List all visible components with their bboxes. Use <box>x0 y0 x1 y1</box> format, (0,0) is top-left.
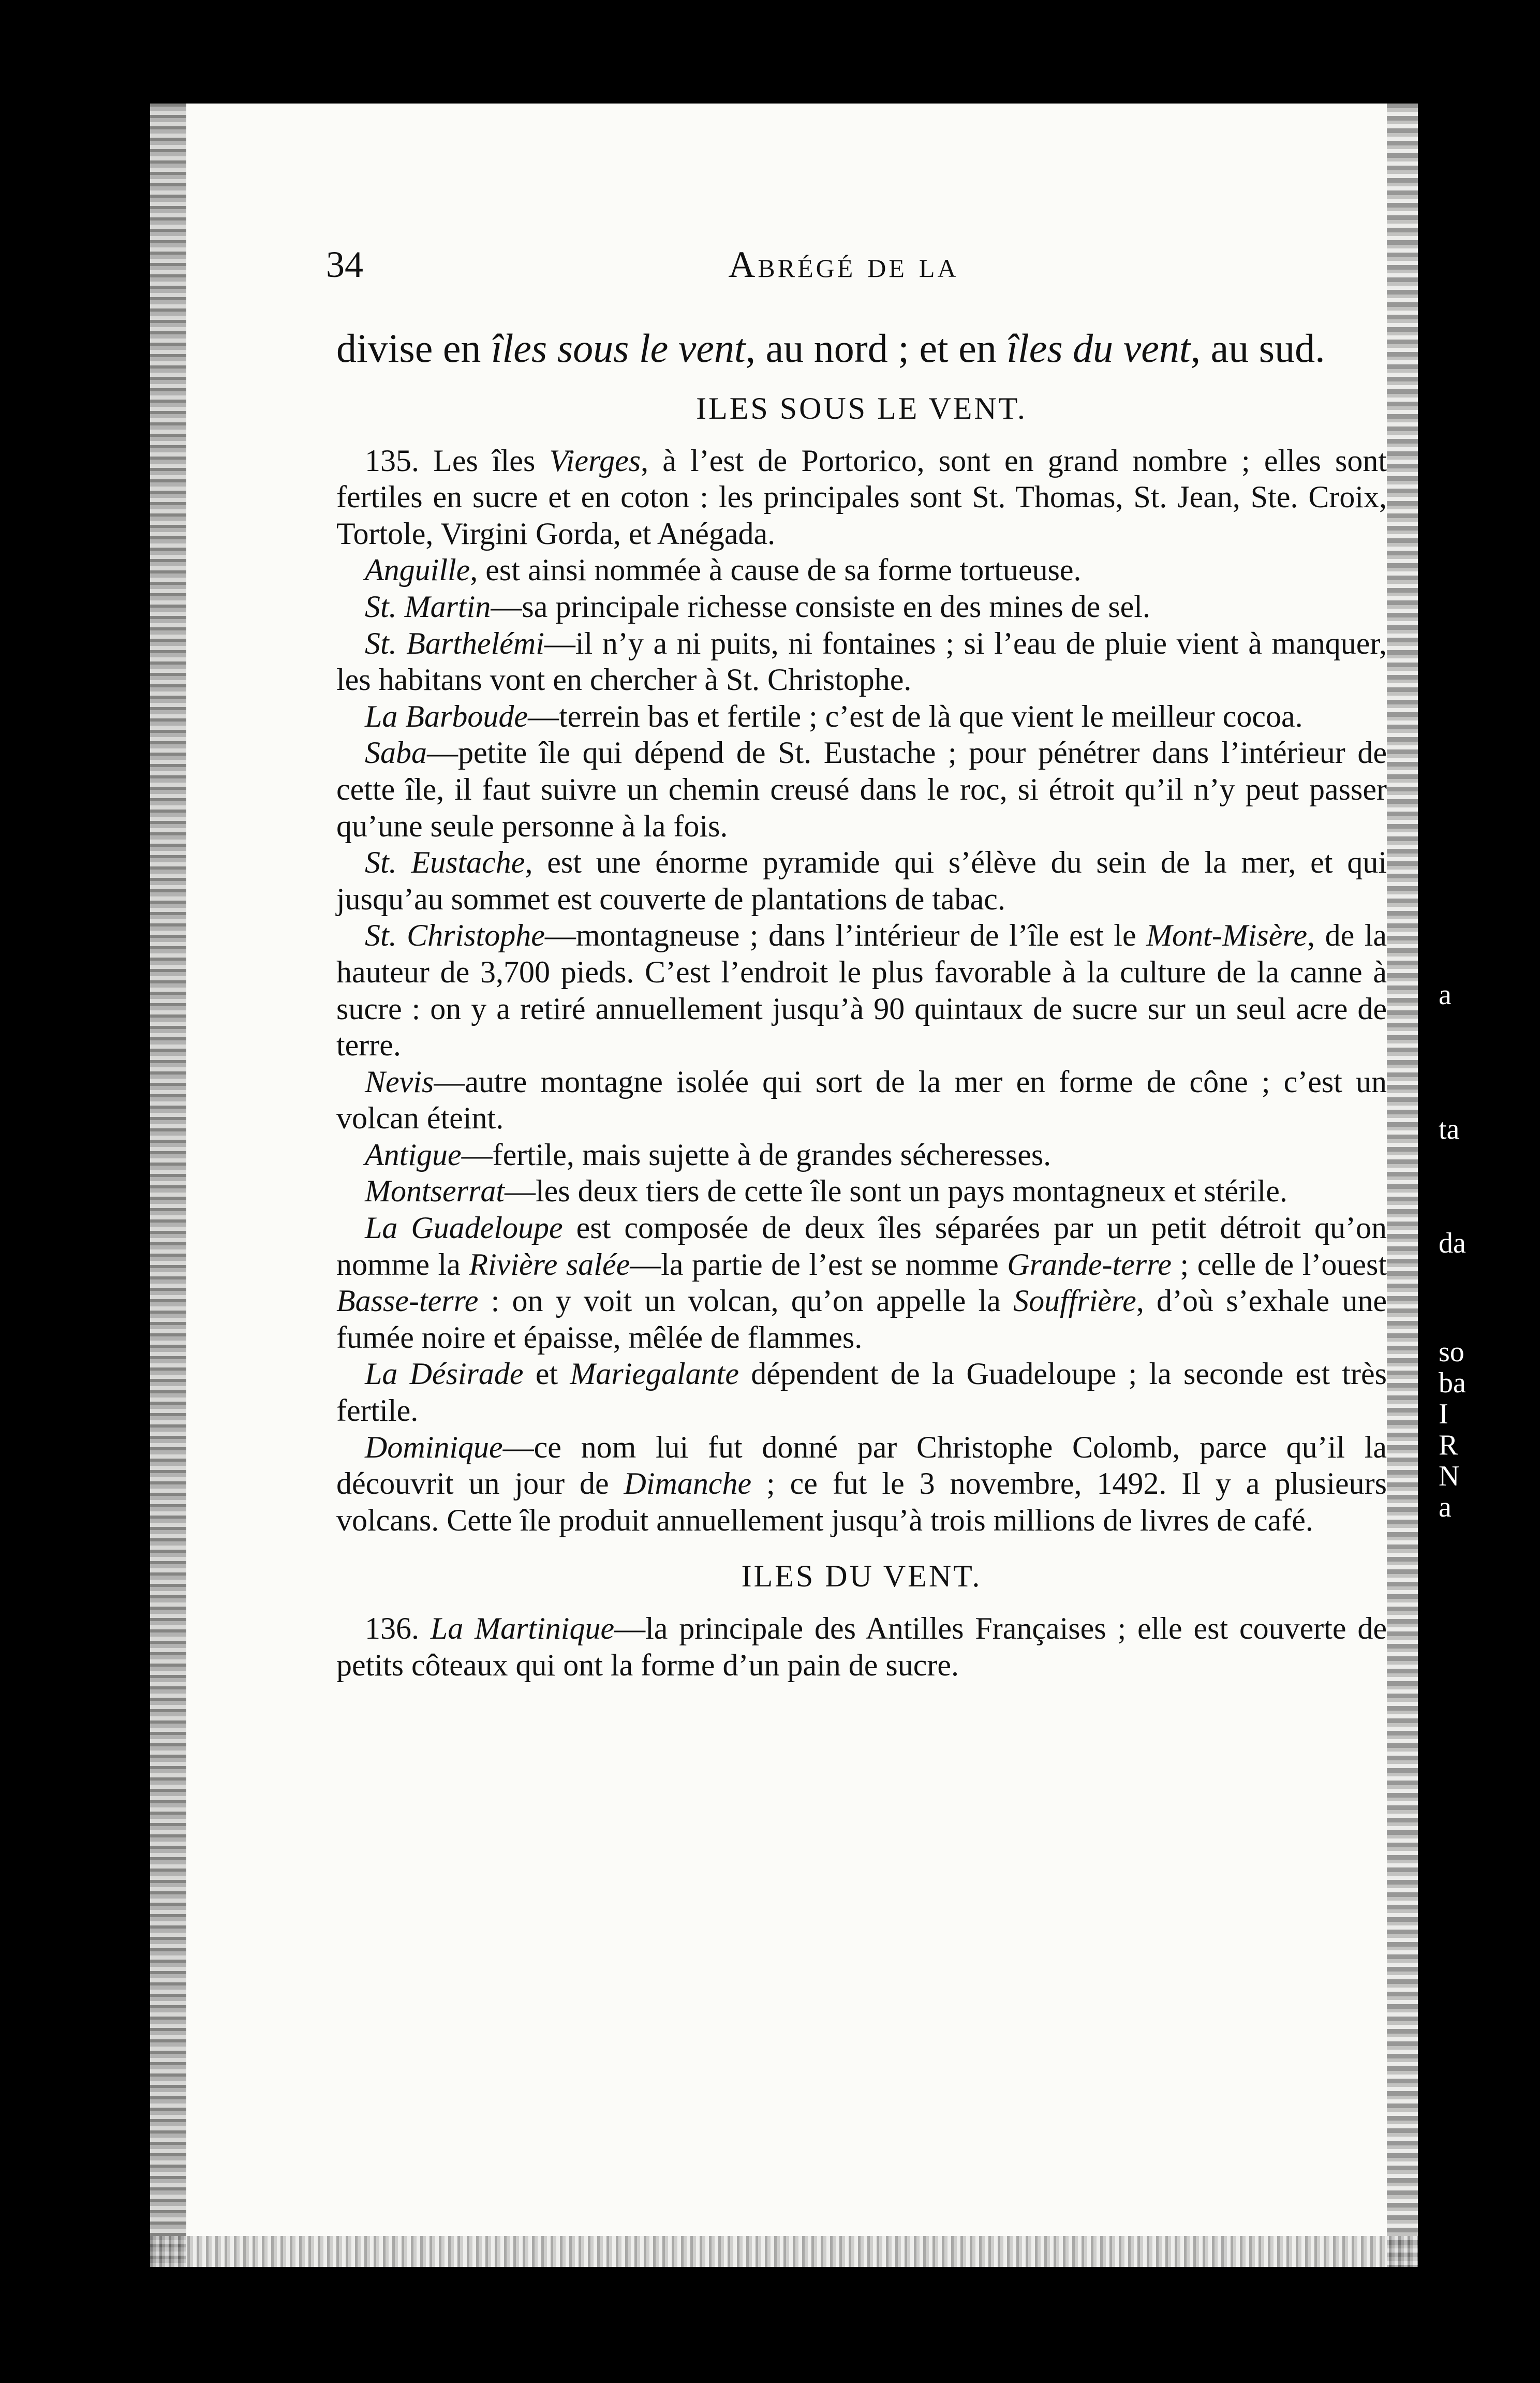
margin-fragment: so <box>1439 1336 1464 1368</box>
entry-st-christophe: St. Christophe—montagneuse ; dans l’intérieur de l’île est le Mont-Misère, de la hauteur de 3,700 pieds. C’est l’endroit le plus favorable à la culture de la canne à sucre : on y a retiré annuellement jusqu’à 90 quintaux de sucre sur un seul acre de terre. <box>336 918 1387 1063</box>
entry-anguille: Anguille, est ainsi nommée à cause de sa forme tortueuse. <box>365 553 1082 587</box>
entry-la-barboude: La Barboude—terrein bas et fertile ; c’est de là que vient le meilleur cocoa. <box>365 699 1303 733</box>
margin-fragment: R <box>1439 1429 1458 1461</box>
body-text <box>336 326 1387 1683</box>
paragraph-135: 135. Les îles Vierges, à l’est de Portorico, sont en grand nombre ; elles sont fertiles en sucre et en coton : les principales sont St. Thomas, St. Jean, Ste. Croix, Tortole, Virgini Gorda, et Anégada. <box>336 443 1387 551</box>
page-number: 34 <box>326 244 363 285</box>
entry-dominique: Dominique—ce nom lui fut donné par Christophe Colomb, parce qu’il la découvrit un jour de Dimanche ; ce fut le 3 novembre, 1492. Il y a plusieurs volcans. Cette île produit annuellement jusqu’à trois millions de livres de café. <box>336 1430 1387 1537</box>
entry-nevis: Nevis—autre montagne isolée qui sort de la mer en forme de cône ; c’est un volcan éteint. <box>336 1064 1387 1136</box>
entry-la-guadeloupe: La Guadeloupe est composée de deux îles séparées par un petit détroit qu’on nomme la Rivière salée—la partie de l’est se nomme Grande-terre ; celle de l’ouest Basse-terre : on y voit un volcan, qu’on appelle la Souffrière, d’où s’exhale une fumée noire et épaisse, mêlée de flammes. <box>336 1211 1387 1355</box>
margin-fragment: N <box>1439 1460 1460 1492</box>
book-page <box>150 104 1418 2267</box>
page-right-edge-shadow <box>1387 104 1418 2267</box>
intro-paragraph: divise en îles sous le vent, au nord ; et en îles du vent, au sud. <box>336 326 1325 371</box>
margin-fragment: a <box>1439 979 1452 1011</box>
entry-antigue: Antigue—fertile, mais sujette à de grandes sécheresses. <box>365 1137 1052 1172</box>
section-heading-iles-sous-le-vent: ILES SOUS LE VENT. <box>696 391 1027 425</box>
entry-saba: Saba—petite île qui dépend de St. Eustache ; pour pénétrer dans l’intérieur de cette île, il faut suivre un chemin creusé dans le roc, si étroit qu’il n’y peut passer qu’une seule personne à la fois. <box>336 736 1387 843</box>
margin-fragment: da <box>1439 1227 1466 1259</box>
running-title: Abrégé de la <box>728 244 959 285</box>
margin-fragment: ba <box>1439 1367 1466 1399</box>
margin-fragment: I <box>1439 1398 1448 1430</box>
running-header <box>326 243 1361 295</box>
entry-st-barthelemi: St. Barthelémi—il n’y a ni puits, ni fontaines ; si l’eau de pluie vient à manquer, les habitans vont en chercher à St. Christophe. <box>336 626 1387 697</box>
page-bottom-edge-shadow <box>150 2236 1418 2267</box>
entry-montserrat: Montserrat—les deux tiers de cette île sont un pays montagneux et stérile. <box>365 1174 1287 1209</box>
entry-la-desirade: La Désirade et Mariegalante dépendent de la Guadeloupe ; la seconde est très fertile. <box>336 1357 1387 1428</box>
entry-st-eustache: St. Eustache, est une énorme pyramide qui s’élève du sein de la mer, et qui jusqu’au sommet est couverte de plantations de tabac. <box>336 845 1387 916</box>
margin-fragment: ta <box>1439 1113 1460 1145</box>
entry-st-martin: St. Martin—sa principale richesse consiste en des mines de sel. <box>365 589 1150 624</box>
margin-fragment: a <box>1439 1491 1452 1523</box>
page-left-edge-shadow <box>150 104 186 2267</box>
paragraph-136: 136. La Martinique—la principale des Antilles Françaises ; elle est couverte de petits côteaux qui ont la forme d’un pain de sucre. <box>336 1611 1387 1682</box>
section-heading-iles-du-vent: ILES DU VENT. <box>741 1559 982 1594</box>
